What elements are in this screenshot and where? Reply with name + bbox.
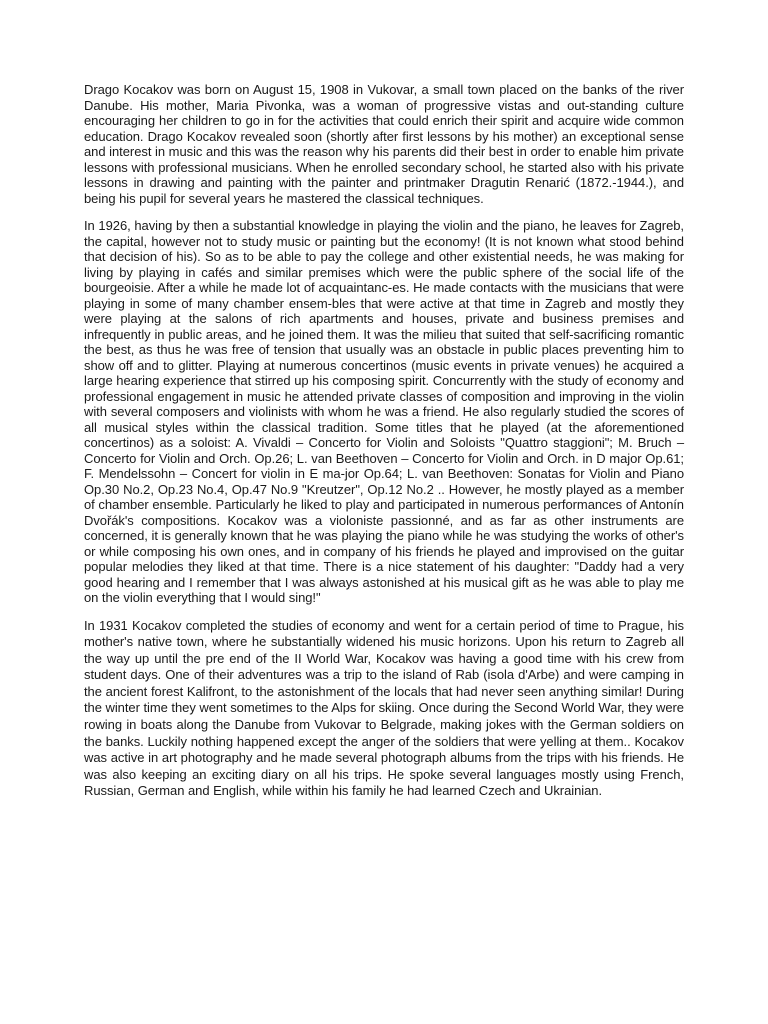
document-body [84, 82, 684, 812]
paragraph-zagreb-years: In 1926, having by then a substantial knowledge in playing the violin and the piano, he leaves for Zagreb, the capital, however not to study music or painting but the economy! (It is not known what stood behind that decision of his). So as to be able to pay the college and other existential needs, he was making for living by playing in cafés and similar premises which were the public sphere of the social life of the bourgeoisie. After a while he made lot of acquaintanc-es. He made contacts with the musicians that were playing in some of many chamber ensem-bles that were active at that time in Zagreb and mostly they were playing at the salons of rich apartments and houses, private and business premises and infrequently in public areas, and he joined them. It was the milieu that suited that self-sacrificing romantic the best, as thus he was free of tension that usually was an obstacle in public places preventing him to show off and to glitter. Playing at numerous concertinos (music events in private venues) he acquired a large hearing experience that stirred up his composing spirit. Concurrently with the study of economy and professional engagement in music he attended private classes of composition and improving in the violin with several composers and violinists with whom he was a friend. He also regularly studied the scores of all musical styles within the classical tradition. Some titles that he played (at the aforementioned concertinos) as a soloist: A. Vivaldi – Concerto for Violin and Soloists "Quattro staggioni"; M. Bruch – Concerto for Violin and Orch. Op.26; L. van Beethoven – Concerto for Violin and Orch. in D major Op.61; F. Mendelssohn – Concert for violin in E ma-jor Op.64; L. van Beethoven: Sonatas for Violin and Piano Op.30 No.2, Op.23 No.4, Op.47 No.9 "Kreutzer", Op.12 No.2 .. However, he mostly played as a member of chamber ensemble. Particularly he liked to play and participated in numerous performances of Antonín Dvořák's compositions. Kocakov was a violoniste passionné, and as far as other instruments are concerned, it is generally known that he was playing the piano while he was studying the works of other's or while composing his own ones, and in company of his friends he played and improvised on the guitar popular melodies they liked at that time. There is a nice statement of his daughter: "Daddy had a very good hearing and I remember that I was always astonished at his musical gift as he was able to play me on the violin everything that I would sing!" [84, 218, 684, 605]
paragraph-early-life: Drago Kocakov was born on August 15, 1908 in Vukovar, a small town placed on the banks of the river Danube. His mother, Maria Pivonka, was a woman of progressive vistas and out-standing culture encouraging her children to go in for the activities that could enrich their spirit and acquire wide common education. Drago Kocakov revealed soon (shortly after first lessons by his mother) an exceptional sense and interest in music and this was the reason why his parents did their best in order to enable him private lessons with professional musicians. When he enrolled secondary school, he started also with his private lessons in drawing and painting with the painter and printmaker Dragutin Renarić (1872.-1944.), and being his pupil for several years he mastered the classical techniques. [84, 82, 684, 206]
paragraph-after-studies: In 1931 Kocakov completed the studies of economy and went for a certain period of time to Prague, his mother's native town, where he substantially widened his music horizons. Upon his return to Zagreb all the way up until the pre end of the II World War, Kocakov was having a good time with his crew from student days. One of their adventures was a trip to the island of Rab (isola d'Arbe) and were camping in the ancient forest Kalifront, to the astonishment of the locals that had never seen anything similar! During the winter time they went sometimes to the Alps for skiing. Once during the Second World War, they were rowing in boats along the Danube from Vukovar to Belgrade, making jokes with the German soldiers on the banks. Luckily nothing happened except the anger of the soldiers that were yelling at them.. Kocakov was active in art photography and he made several photograph albums from the trips with his friends. He was also keeping an exciting diary on all his trips. He spoke several languages mostly using French, Russian, German and English, while within his family he had learned Czech and Ukrainian. [84, 617, 684, 799]
